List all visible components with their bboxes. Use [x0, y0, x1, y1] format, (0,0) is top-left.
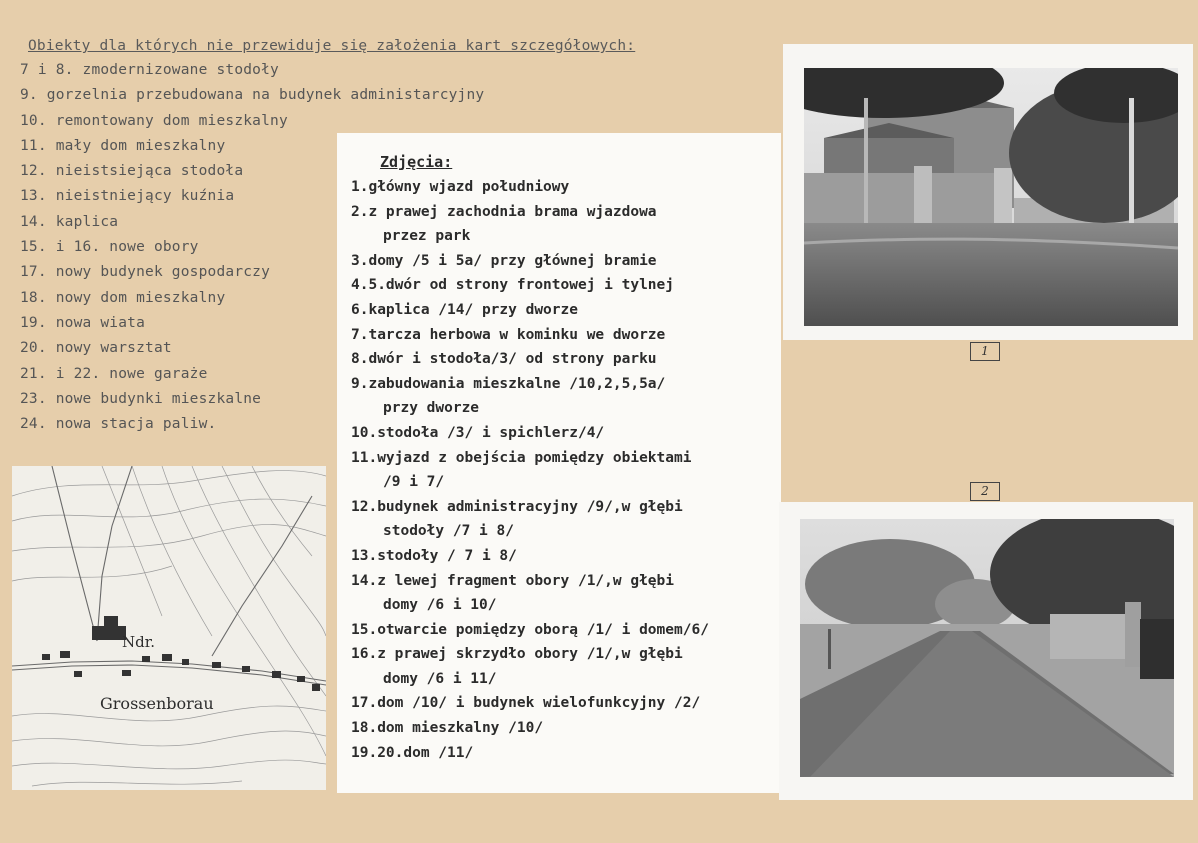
object-item: 21. i 22. nowe garaże [20, 365, 208, 382]
photo-list-continuation: /9 i 7/ [383, 474, 445, 491]
object-item: 23. nowe budynki mieszkalne [20, 390, 262, 407]
object-item: 20. nowy warsztat [20, 340, 172, 357]
photo-list-line: 6.kaplica /14/ przy dworze [351, 301, 578, 318]
object-item: 7 i 8. zmodernizowane stodoły [20, 62, 279, 78]
objects-heading: Obiekty dla których nie przewiduje się założenia kart szczegółowych: [28, 38, 636, 54]
photo-list-item [351, 347, 709, 372]
photo-list-line: 12.budynek administracyjny /9/,w głębi [351, 498, 683, 515]
photo-list-line: 3.domy /5 i 5a/ przy głównej bramie [351, 252, 657, 269]
photo-2-west-gate [800, 519, 1174, 777]
photo-list-continuation: przez park [383, 228, 471, 245]
photo-list-line: 7.tarcza herbowa w kominku we dworze [351, 326, 666, 343]
photo-list-line: 9.zabudowania mieszkalne /10,2,5,5a/ [351, 375, 666, 392]
photo-list-line: 11.wyjazd z obejścia pomiędzy obiektami [351, 449, 692, 466]
map-label-ndr: Ndr. [122, 633, 156, 651]
photo-list-continuation: stodoły /7 i 8/ [383, 523, 514, 540]
photo-list-title: Zdjęcia: [380, 153, 453, 171]
map-label-town: Grossenborau [100, 694, 214, 713]
photo-list-line: 16.z prawej skrzydło obory /1/,w głębi [351, 646, 683, 663]
photo-list-item [351, 741, 709, 766]
photo-list-line: 4.5.dwór od strony frontowej i tylnej [351, 277, 675, 294]
photo-list-line: 19.20.dom /11/ [351, 744, 474, 761]
photo-list-item [351, 691, 709, 716]
photo-list-line: 18.dom mieszkalny /10/ [351, 720, 544, 737]
photo-list-continuation: domy /6 i 11/ [383, 670, 497, 687]
object-item: 9. gorzelnia przebudowana na budynek administarcyjny [20, 87, 485, 104]
photo-list-line: 10.stodoła /3/ i spichlerz/4/ [351, 424, 605, 441]
object-item: 11. mały dom mieszkalny [20, 137, 226, 154]
photo-list-item [351, 249, 709, 274]
photo-number-2: 2 [970, 482, 1000, 501]
photo-list-continuation: przy dworze [383, 400, 480, 417]
photo-list-item [351, 618, 709, 643]
photo-list-line: 2.z prawej zachodnia brama wjazdowa [351, 203, 657, 220]
photo-list-item [351, 372, 709, 421]
photo-1-frame [783, 44, 1193, 340]
photo-list-item [351, 298, 709, 323]
object-item: 15. i 16. nowe obory [20, 239, 199, 256]
photo-list-line: 13.stodoły / 7 i 8/ [351, 547, 517, 564]
photo-list-item [351, 175, 709, 200]
photo-list-item [351, 569, 709, 618]
photo-2-frame [779, 502, 1193, 800]
photo-list-item [351, 544, 709, 569]
photo-list-continuation: domy /6 i 10/ [383, 597, 497, 614]
photo-list-line: 14.z lewej fragment obory /1/,w głębi [351, 572, 675, 589]
photo-list-item [351, 273, 709, 298]
photo-list-item [351, 446, 709, 495]
object-item: 24. nowa stacja paliw. [20, 416, 217, 433]
object-item: 18. nowy dom mieszkalny [20, 289, 226, 306]
photo-list-item [351, 495, 709, 544]
photo-list-item [351, 421, 709, 446]
photo-list-item [351, 200, 709, 249]
photo-number-1: 1 [970, 342, 1000, 361]
photo-list-line: 17.dom /10/ i budynek wielofunkcyjny /2/ [351, 695, 701, 712]
object-item: 10. remontowany dom mieszkalny [20, 112, 288, 129]
object-item: 17. nowy budynek gospodarczy [20, 264, 271, 281]
object-item: 14. kaplica [20, 213, 119, 230]
photo-1-south-entrance [804, 68, 1178, 326]
map-drawing [12, 466, 326, 790]
photo-list-line: 15.otwarcie pomiędzy oborą /1/ i domem/6/ [351, 621, 709, 638]
photo-list-line: 1.główny wjazd południowy [351, 179, 570, 195]
object-item: 13. nieistniejący kuźnia [20, 188, 235, 205]
photo-list-item [351, 716, 709, 741]
photo-list-item [351, 323, 709, 348]
photo-list-item [351, 642, 709, 691]
topographic-map [12, 466, 326, 790]
photo-list [351, 175, 709, 765]
object-item: 12. nieistsiejąca stodoła [20, 163, 244, 180]
photo-list-line: 8.dwór i stodoła/3/ od strony parku [351, 351, 657, 368]
photo-list-sheet [337, 133, 781, 793]
object-item: 19. nowa wiata [20, 314, 146, 331]
